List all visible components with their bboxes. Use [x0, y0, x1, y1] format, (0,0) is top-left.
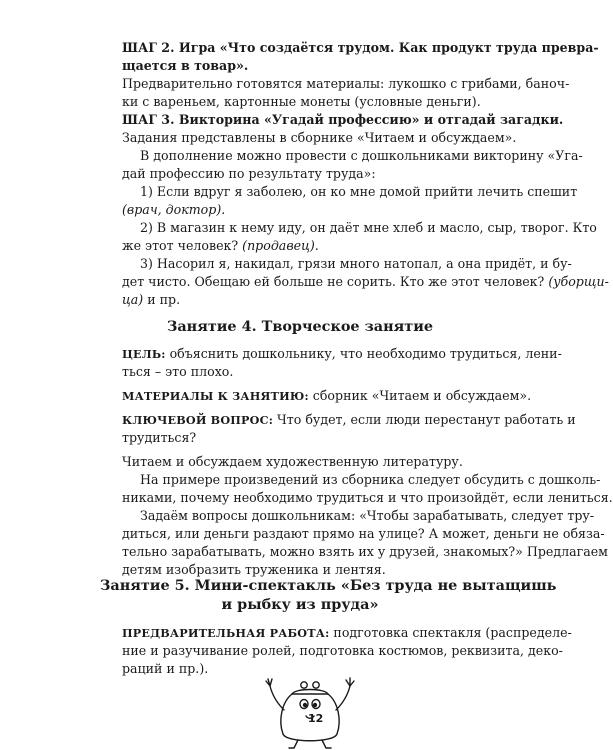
lesson-4-questions-line-3: тельно зарабатывать, можно взять их у друзей, знакомых?» Предлагаем: [122, 544, 608, 559]
step-3-intro: Задания представлены в сборнике «Читаем и обсуждаем».: [122, 130, 517, 145]
lesson-4-read: Читаем и обсуждаем художественную литературу.: [122, 454, 463, 469]
lesson-5-prep-line-3: раций и пр.).: [122, 661, 209, 676]
step-3-quiz-line-1: В дополнение можно провести с дошкольниками викторину «Уга-: [140, 148, 583, 163]
riddle-3-tail: и пр.: [143, 292, 181, 307]
riddle-2-text: же этот человек?: [122, 238, 243, 253]
materials-text: сборник «Читаем и обсуждаем».: [308, 388, 532, 403]
riddle-3-text: дет чисто. Обещаю ей больше не сорить. Кто же этот человек?: [122, 274, 549, 289]
riddle-2-line-1: 2) В магазин к нему иду, он даёт мне хлеб и масло, сыр, творог. Кто: [140, 220, 597, 235]
lesson-4-example-line-2: никами, почему необходимо трудиться и что произойдёт, если лениться.: [122, 490, 613, 505]
lesson-5-prep-line-1: [122, 624, 572, 642]
lesson-4-key-question-line-1: [122, 411, 576, 429]
step-3-title: ШАГ 3. Викторина «Угадай профессию» и отгадай загадки.: [122, 112, 564, 127]
goal-text: объяснить дошкольнику, что необходимо трудиться, лени-: [165, 346, 562, 361]
page-number: 12: [308, 712, 324, 725]
step-2-text-line-1: Предварительно готовятся материалы: лукошко с грибами, баноч-: [122, 76, 570, 91]
lesson-4-key-question-line-2: трудиться?: [122, 430, 197, 445]
riddle-3-line-2: [122, 273, 609, 291]
lesson-5-heading-line-2: и рыбку из пруда»: [221, 596, 379, 613]
purse-character-icon: [262, 672, 358, 750]
goal-label: ЦЕЛЬ:: [122, 347, 166, 361]
lesson-5-prep-line-2: ние и разучивание ролей, подготовка костюмов, реквизита, деко-: [122, 643, 563, 658]
lesson-4-goal-line-2: ться – это плохо.: [122, 364, 234, 379]
lesson-4-materials: [122, 387, 532, 405]
riddle-3-answer-part-2: ца): [122, 292, 144, 307]
prep-label: ПРЕДВАРИТЕЛЬНАЯ РАБОТА:: [122, 626, 330, 640]
lesson-4-questions-line-4: детям изобразить труженика и лентяя.: [122, 562, 386, 577]
step-2-text-line-2: ки с вареньем, картонные монеты (условные деньги).: [122, 94, 481, 109]
riddle-2-line-2: [122, 237, 522, 255]
step-2-title-line-2: щается в товар».: [122, 58, 249, 73]
key-question-text: Что будет, если люди перестанут работать и: [273, 412, 576, 427]
riddle-2-answer: (продавец).: [242, 238, 319, 253]
riddle-3-answer-part-1: (уборщи-: [548, 274, 609, 289]
lesson-4-questions-line-1: Задаём вопросы дошкольникам: «Чтобы зарабатывать, следует тру-: [140, 508, 595, 523]
riddle-3-line-1: 3) Насорил я, накидал, грязи много натопал, а она придёт, и бу-: [140, 256, 572, 271]
lesson-4-goal-line-1: [122, 345, 562, 363]
materials-label: МАТЕРИАЛЫ К ЗАНЯТИЮ:: [122, 389, 309, 403]
lesson-5-heading-line-1: Занятие 5. Мини-спектакль «Без труда не вытащишь: [100, 577, 557, 594]
step-3-quiz-line-2: дай профессию по результату труда»:: [122, 166, 376, 181]
step-2-title-line-1: ШАГ 2. Игра «Что создаётся трудом. Как продукт труда превра-: [122, 40, 599, 55]
riddle-1-answer: (врач, доктор).: [122, 202, 226, 217]
prep-text: подготовка спектакля (распределе-: [329, 625, 572, 640]
riddle-3-line-3: [122, 291, 522, 309]
lesson-4-heading: Занятие 4. Творческое занятие: [166, 318, 434, 335]
lesson-4-example-line-1: На примере произведений из сборника следует обсудить с дошколь-: [140, 472, 601, 487]
key-question-label: КЛЮЧЕВОЙ ВОПРОС:: [122, 413, 274, 427]
lesson-4-questions-line-2: диться, или деньги раздают прямо на улице? А может, деньги не обяза-: [122, 526, 605, 541]
riddle-1-line-1: 1) Если вдруг я заболею, он ко мне домой прийти лечить спешит: [140, 184, 578, 199]
